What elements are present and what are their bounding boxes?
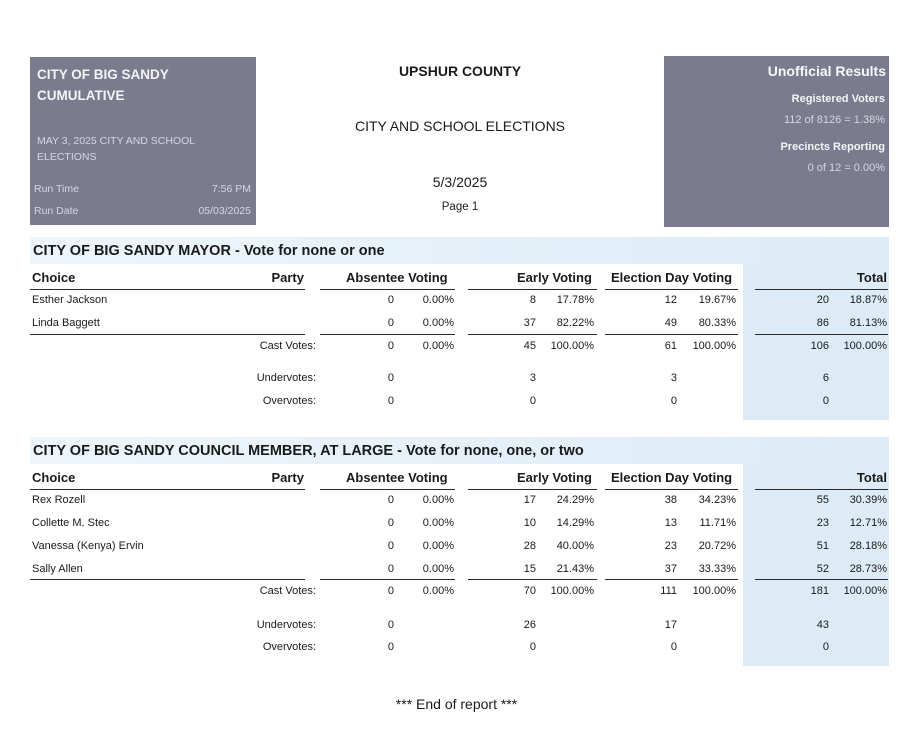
undervotes-absentee: 0 <box>387 372 394 384</box>
header-underline <box>605 489 738 490</box>
column-header-absentee: Absentee Voting <box>346 270 448 285</box>
early-votes: 17 <box>523 494 536 506</box>
report-title-line1: CITY OF BIG SANDY <box>37 67 169 82</box>
total-percent: 81.13% <box>849 317 887 329</box>
early-percent: 82.22% <box>556 317 594 329</box>
total-percent: 18.87% <box>849 294 887 306</box>
report-title <box>37 64 237 106</box>
candidate-name: Linda Baggett <box>32 317 100 329</box>
election-day-percent: 33.33% <box>698 563 736 575</box>
subtotal-line <box>755 579 888 580</box>
overvotes-total: 0 <box>822 641 829 653</box>
early-percent: 14.29% <box>556 517 594 529</box>
undervotes-absentee: 0 <box>387 619 394 631</box>
early-percent: 21.43% <box>556 563 594 575</box>
candidate-name: Vanessa (Kenya) Ervin <box>32 540 144 552</box>
header-underline <box>320 489 455 490</box>
header-underline <box>468 289 597 290</box>
absentee-votes: 0 <box>387 294 394 306</box>
header-underline <box>320 289 455 290</box>
cast-votes-label: Cast Votes: <box>259 340 316 352</box>
header-underline <box>605 289 738 290</box>
overvotes-label: Overvotes: <box>262 641 316 653</box>
total-percent: 12.71% <box>849 517 887 529</box>
header-underline <box>30 289 305 290</box>
county-title: UPSHUR COUNTY <box>398 63 522 79</box>
column-header-early: Early Voting <box>517 270 592 285</box>
overvotes-absentee: 0 <box>387 641 394 653</box>
column-header-party: Party <box>271 270 304 285</box>
race-title: CITY OF BIG SANDY COUNCIL MEMBER, AT LARGE - Vote for none, one, or two <box>33 443 584 459</box>
overvotes-early: 0 <box>529 395 536 407</box>
absentee-votes: 0 <box>387 317 394 329</box>
undervotes-early: 26 <box>523 619 536 631</box>
results-status: Unofficial Results <box>767 63 886 79</box>
report-title-line2: CUMULATIVE <box>37 88 125 103</box>
undervotes-label: Undervotes: <box>256 372 316 384</box>
cast-total-percent: 100.00% <box>843 585 887 597</box>
total-votes: 23 <box>816 517 829 529</box>
column-header-total: Total <box>856 470 887 485</box>
precincts-reporting-value: 0 of 12 = 0.00% <box>807 162 885 174</box>
subtotal-line <box>605 334 738 335</box>
election-day-percent: 34.23% <box>698 494 736 506</box>
absentee-votes: 0 <box>387 494 394 506</box>
subtotal-line <box>468 579 597 580</box>
report-info-box <box>30 57 256 225</box>
absentee-percent: 0.00% <box>422 494 454 506</box>
cast-election-day-percent: 100.00% <box>692 585 736 597</box>
subtotal-line <box>320 334 455 335</box>
early-votes: 15 <box>523 563 536 575</box>
cast-absentee-percent: 0.00% <box>422 340 454 352</box>
cast-absentee-votes: 0 <box>387 585 394 597</box>
candidate-name: Sally Allen <box>32 563 83 575</box>
cast-election-day-percent: 100.00% <box>692 340 736 352</box>
cast-absentee-percent: 0.00% <box>422 585 454 597</box>
cast-election-day-votes: 61 <box>664 340 677 352</box>
early-votes: 28 <box>523 540 536 552</box>
run-date-value: 05/03/2025 <box>198 205 251 217</box>
total-votes: 55 <box>816 494 829 506</box>
election-day-votes: 13 <box>664 517 677 529</box>
absentee-percent: 0.00% <box>422 317 454 329</box>
race-header <box>30 237 889 264</box>
election-day-percent: 20.72% <box>698 540 736 552</box>
election-day-votes: 38 <box>664 494 677 506</box>
subtotal-line <box>755 334 888 335</box>
cast-votes-label: Cast Votes: <box>259 585 316 597</box>
election-title: CITY AND SCHOOL ELECTIONS <box>354 118 566 134</box>
overvotes-total: 0 <box>822 395 829 407</box>
column-header-choice: Choice <box>32 270 76 285</box>
cast-early-percent: 100.00% <box>550 585 594 597</box>
cast-total-votes: 106 <box>810 340 829 352</box>
run-time-row <box>34 183 251 195</box>
run-date-row <box>34 205 251 217</box>
absentee-percent: 0.00% <box>422 517 454 529</box>
early-percent: 17.78% <box>556 294 594 306</box>
election-day-votes: 49 <box>664 317 677 329</box>
undervotes-early: 3 <box>529 372 536 384</box>
column-header-choice: Choice <box>32 470 76 485</box>
overvotes-election-day: 0 <box>670 641 677 653</box>
total-percent: 30.39% <box>849 494 887 506</box>
election-name-line1: MAY 3, 2025 CITY AND SCHOOL <box>37 135 196 147</box>
subtotal-line <box>320 579 455 580</box>
total-votes: 20 <box>816 294 829 306</box>
header-underline <box>30 489 305 490</box>
election-day-percent: 80.33% <box>698 317 736 329</box>
column-header-absentee: Absentee Voting <box>346 470 448 485</box>
absentee-votes: 0 <box>387 517 394 529</box>
column-header-election-day: Election Day Voting <box>611 470 733 485</box>
overvotes-label: Overvotes: <box>262 395 316 407</box>
cast-election-day-votes: 111 <box>660 585 677 597</box>
undervotes-total: 43 <box>816 619 829 631</box>
registered-voters-label: Registered Voters <box>791 93 885 105</box>
candidate-name: Collette M. Stec <box>32 517 110 529</box>
subtotal-line <box>30 579 305 580</box>
header-underline <box>468 489 597 490</box>
absentee-votes: 0 <box>387 540 394 552</box>
early-percent: 40.00% <box>556 540 594 552</box>
column-header-total: Total <box>856 270 887 285</box>
absentee-votes: 0 <box>387 563 394 575</box>
election-name <box>37 133 227 165</box>
registered-voters-value: 112 of 8126 = 1.38% <box>783 114 885 126</box>
total-votes: 51 <box>816 540 829 552</box>
total-percent: 28.73% <box>849 563 887 575</box>
subtotal-line <box>605 579 738 580</box>
cast-early-votes: 45 <box>523 340 536 352</box>
cast-absentee-votes: 0 <box>387 340 394 352</box>
overvotes-early: 0 <box>529 641 536 653</box>
precincts-reporting-label: Precincts Reporting <box>780 141 885 153</box>
run-date-label: Run Date <box>34 205 79 217</box>
undervotes-total: 6 <box>822 372 829 384</box>
candidate-name: Rex Rozell <box>32 494 86 506</box>
cast-early-percent: 100.00% <box>550 340 594 352</box>
election-name-line2: ELECTIONS <box>37 151 97 163</box>
cast-total-percent: 100.00% <box>843 340 887 352</box>
overvotes-election-day: 0 <box>670 395 677 407</box>
undervotes-election-day: 17 <box>664 619 677 631</box>
absentee-percent: 0.00% <box>422 540 454 552</box>
total-votes: 86 <box>816 317 829 329</box>
cast-total-votes: 181 <box>810 585 829 597</box>
undervotes-election-day: 3 <box>670 372 677 384</box>
race-header <box>30 437 889 464</box>
subtotal-line <box>30 334 305 335</box>
undervotes-label: Undervotes: <box>256 619 316 631</box>
early-percent: 24.29% <box>556 494 594 506</box>
election-day-votes: 37 <box>664 563 677 575</box>
total-percent: 28.18% <box>849 540 887 552</box>
page-number: Page 1 <box>441 201 479 213</box>
election-day-votes: 12 <box>664 294 677 306</box>
results-status-box <box>664 56 889 227</box>
cast-early-votes: 70 <box>523 585 536 597</box>
column-header-early: Early Voting <box>517 470 592 485</box>
report-date: 5/3/2025 <box>432 174 488 190</box>
election-day-percent: 11.71% <box>699 517 736 529</box>
overvotes-absentee: 0 <box>387 395 394 407</box>
absentee-percent: 0.00% <box>422 563 454 575</box>
early-votes: 10 <box>523 517 536 529</box>
early-votes: 37 <box>523 317 536 329</box>
election-day-percent: 19.67% <box>698 294 736 306</box>
election-day-votes: 23 <box>664 540 677 552</box>
column-header-party: Party <box>271 470 304 485</box>
candidate-name: Esther Jackson <box>32 294 108 306</box>
absentee-percent: 0.00% <box>422 294 454 306</box>
header-underline <box>755 489 888 490</box>
header-underline <box>755 289 888 290</box>
run-time-label: Run Time <box>34 183 79 195</box>
column-header-election-day: Election Day Voting <box>611 270 733 285</box>
end-of-report: *** End of report *** <box>395 696 518 712</box>
early-votes: 8 <box>529 294 536 306</box>
total-votes: 52 <box>816 563 829 575</box>
race-title: CITY OF BIG SANDY MAYOR - Vote for none or one <box>33 243 385 259</box>
subtotal-line <box>468 334 597 335</box>
run-time-value: 7:56 PM <box>211 183 251 195</box>
